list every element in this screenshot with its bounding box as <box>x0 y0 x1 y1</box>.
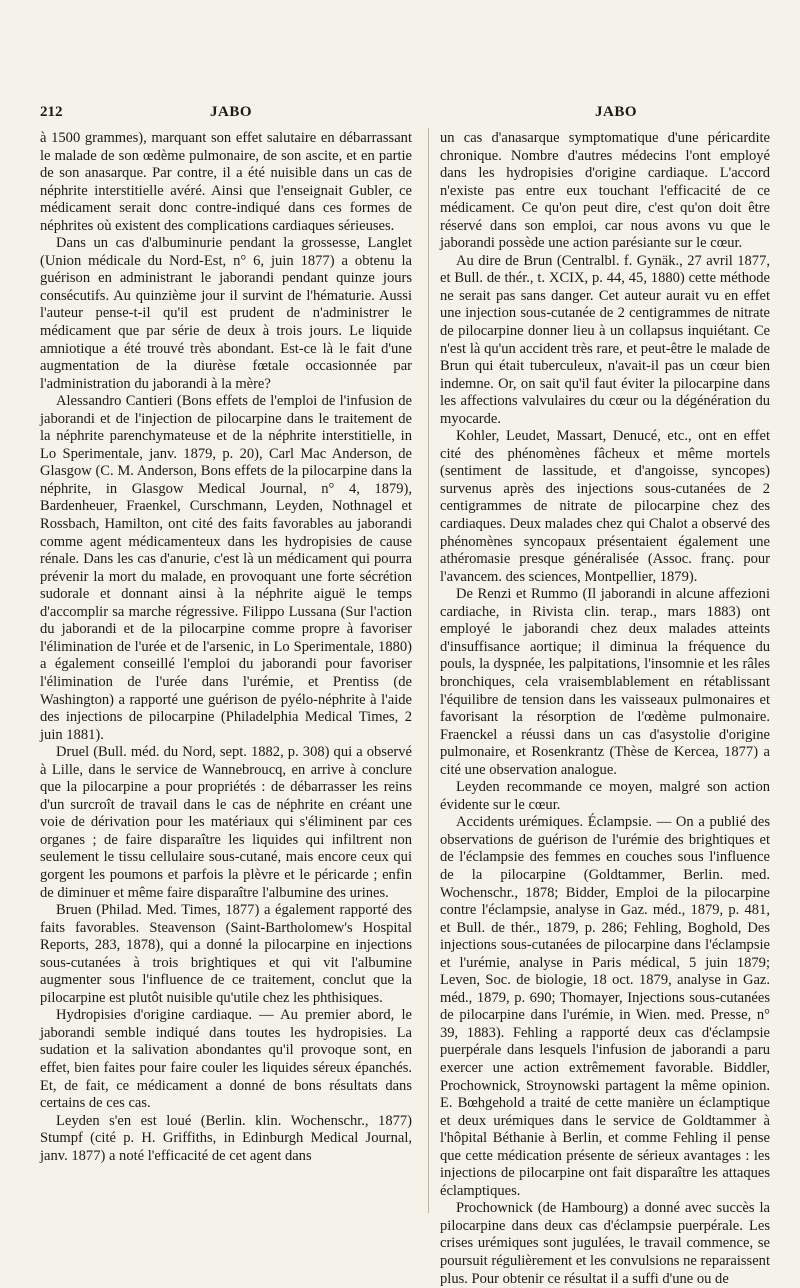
paragraph: Dans un cas d'albuminurie pendant la grossesse, Langlet (Union médicale du Nord-Est, n° 6, juin 1877) a obtenu la guérison en administrant le jaborandi pendant quinze jours consécutifs. Au quinzième jour il survint de l'hématurie. Aussi l'auteur pense-t-il qu'il est prudent de n'administrer le médicament que par série de deux à trois jours. Le liquide amniotique a été trouvé très abondant. Est-ce là le fait d'une augmentation de la diurèse fœtale occasionnée par l'administration du jaborandi à la mère? <box>40 235 412 392</box>
right-column <box>440 130 770 1288</box>
paragraph: Au dire de Brun (Centralbl. f. Gynäk., 27 avril 1877, et Bull. de thér., t. XCIX, p. 44, 45, 1880) cette méthode ne serait pas sans danger. Cet auteur aurait vu en effet une injection sous-cutanée de 2 centigrammes de nitrate de pilocarpine donner lieu à un collapsus inquiétant. Ce n'est là qu'un accident très rare, et peut-être le malade de Brun qui était tuberculeux, n'avait-il pas un cœur bien indemne. Or, on sait qu'il faut éviter la pilocarpine dans les affections valvulaires du cœur ou la dégénération du myocarde. <box>440 252 770 427</box>
running-title-left: JABO <box>210 104 253 120</box>
paragraph: Leyden s'en est loué (Berlin. klin. Wochenschr., 1877) Stumpf (cité p. H. Griffiths, in Edinburgh Medical Journal, janv. 1877) a noté l'efficacité de cet agent dans <box>40 1112 412 1164</box>
left-column <box>40 130 412 1165</box>
page-number: 212 <box>40 104 63 120</box>
paragraph: Alessandro Cantieri (Bons effets de l'emploi de l'infusion de jaborandi et de l'injection de pilocarpine dans le traitement de la néphrite parenchymateuse et de la néphrite interstitielle, in Lo Sperimentale, janv. 1879, p. 20), Carl Mac Anderson, de Glasgow (C. M. Anderson, Bons effets de la pilocarpine dans la néphrite, in Glasgow Medical Journal, n° 4, 1879), Bardenheuer, Fraenkel, Curschmann, Leyden, Nothnagel et Rossbach, Hamilton, ont cité des faits favorables au jaborandi comme agent médicamenteux dans les hydropisies de cause rénale. Dans les cas d'anurie, c'est là un médicament qui pourra prévenir la mort du malade, en provoquant une forte sécrétion sudorale et donnant ainsi à la néphrite aiguë le temps d'accomplir sa marche régressive. Filippo Lussana (Sur l'action du jaborandi et de la pilocarpine comme propre à favoriser l'élimination de l'urée et de l'arsenic, in Lo Sperimentale, 1880) a également conseillé l'emploi du jaborandi pour favoriser l'élimination de l'urée dans l'urémie, et Prentiss (de Washington) a rapporté une guérison de pyélo-néphrite à l'aide des injections de pilocarpine (Philadelphia Medical Times, 2 juin 1881). <box>40 393 412 743</box>
column-divider <box>428 128 429 1213</box>
section-paragraph: Hydropisies d'origine cardiaque. — Au premier abord, le jaborandi semble indiqué dans toutes les hydropisies. La sudation et la salivation abondantes qu'il provoque sont, en effet, bien faites pour faire couler les liquides séreux épanchés. Et, de fait, ce médicament a donné de bons résultats dans certains de ces cas. <box>40 1007 412 1112</box>
paragraph: De Renzi et Rummo (Il jaborandi in alcune affezioni cardiache, in Rivista clin. terap., mars 1883) ont employé le jaborandi chez deux malades atteints d'insuffisance aortique; il diminua la fréquence du pouls, la dyspnée, les palpitations, l'insomnie et les râles bronchiques, cela vraisemblablement en rétablissant l'équilibre de tension dans les vaisseaux pulmonaires et favorisant la résorption de l'œdème pulmonaire. Fraenckel a réussi dans un cas d'asystolie d'origine pulmonaire, et Rosenkrantz (Thèse de Kercea, 1877) a cité une observation analogue. <box>440 586 770 778</box>
paragraph: Bruen (Philad. Med. Times, 1877) a également rapporté des faits favorables. Steavenson (Saint-Bartholomew's Hospital Reports, 283, 1878), qui a donné la pilocarpine en injections sous-cutanées à trois brightiques et qui vit l'albumine augmenter sous l'influence de ce traitement, conclut que la pilocarpine est plutôt nuisible qu'utile chez les phthisiques. <box>40 902 412 1006</box>
paragraph: à 1500 grammes), marquant son effet salutaire en débarrassant le malade de son œdème pulmonaire, de son ascite, et en partie de son anasarque. Par contre, il a été nuisible dans un cas de néphrite interstitielle avéré. Ainsi que l'enseignait Gubler, ce médicament serait donc contre-indiqué dans ces formes de néphrites où existent des complications cardiaques sérieuses. <box>40 130 412 234</box>
paragraph: Prochownick (de Hambourg) a donné avec succès la pilocarpine dans deux cas d'éclampsie puerpérale. Les crises urémiques sont jugulées, le travail commence, se poursuit régulièrement et les convulsions ne reparaissent plus. Pour obtenir ce résultat il a suffi d'une ou de <box>440 1200 770 1287</box>
paragraph: Leyden recommande ce moyen, malgré son action évidente sur le cœur. <box>440 779 770 813</box>
paragraph: Druel (Bull. méd. du Nord, sept. 1882, p. 308) qui a observé à Lille, dans le service de Wannebroucq, en arrive à conclure que la pilocarpine a pour propriétés : de débarrasser les reins d'un surcroît de travail dans le cas de néphrite en créant une voie de dérivation pour les matériaux qui s'éliminent par ces organes ; de faire disparaître les liquides qui infiltrent non seulement le tissu cellulaire sous-cutané, mais encore ceux qui gorgent les poumons et parfois la plèvre et le péricarde ; enfin de diminuer et même faire disparaître l'albumine des urines. <box>40 744 412 901</box>
section-paragraph: Accidents urémiques. Éclampsie. — On a publié des observations de guérison de l'urémie des brightiques et de l'éclampsie des femmes en couches sous l'influence de la pilocarpine (Goldtammer, Berlin. med. Wochenschr., 1878; Bidder, Emploi de la pilocarpine contre l'éclampsie, analyse in Gaz. méd., 1879, p. 481, et Bull. de thér., 1879, p. 286; Fehling, Boghold, Des injections sous-cutanées de pilocarpine dans l'éclampsie et l'urémie, analyse in Paris médical, 5 juin 1879; Leven, Soc. de biologie, 18 oct. 1879, analyse in Gaz. méd., 1879, p. 690; Thomayer, Injections sous-cutanées de pilocarpine dans l'urémie, in Wien. med. Presse, n° 39, 1883). Fehling a rapporté deux cas d'éclampsie puerpérale dans lesquels l'infusion de jaborandi a paru exercer une action extrêmement favorable. Biddler, Prochownick, Stroynowski partagent la même opinion. E. Bœhgehold a traité de cette manière un éclamptique et deux urémiques dans le service de Goldtammer à l'hôpital Béthanie à Berlin, et comme Fehling il pense que cette médication présente de sérieux avantages : les injections de pilocarpine ont fait disparaître les attaques éclamptiques. <box>440 814 770 1199</box>
running-header <box>40 104 765 126</box>
paragraph: Kohler, Leudet, Massart, Denucé, etc., ont en effet cité des phénomènes fâcheux et même mortels (sentiment de lassitude, et d'angoisse, syncopes) survenus après des injections sous-cutanées de 2 centigrammes de nitrate de pilocarpine chez des cardiaques. Deux malades chez qui Chalot a observé des phénomènes syncopaux présentaient également une athéromasie presque généralisée (Assoc. franç. pour l'avancem. des sciences, Montpellier, 1879). <box>440 428 770 585</box>
paragraph: un cas d'anasarque symptomatique d'une péricardite chronique. Nombre d'autres médecins l'ont employé dans les hydropisies d'origine cardiaque. L'accord n'existe pas entre eux touchant l'efficacité de ce médicament. Ce qu'on peut dire, c'est qu'on doit être réservé dans son emploi, car nous avons vu que le jaborandi possède une action parésiante sur le cœur. <box>440 130 770 252</box>
running-title-right: JABO <box>595 104 638 120</box>
